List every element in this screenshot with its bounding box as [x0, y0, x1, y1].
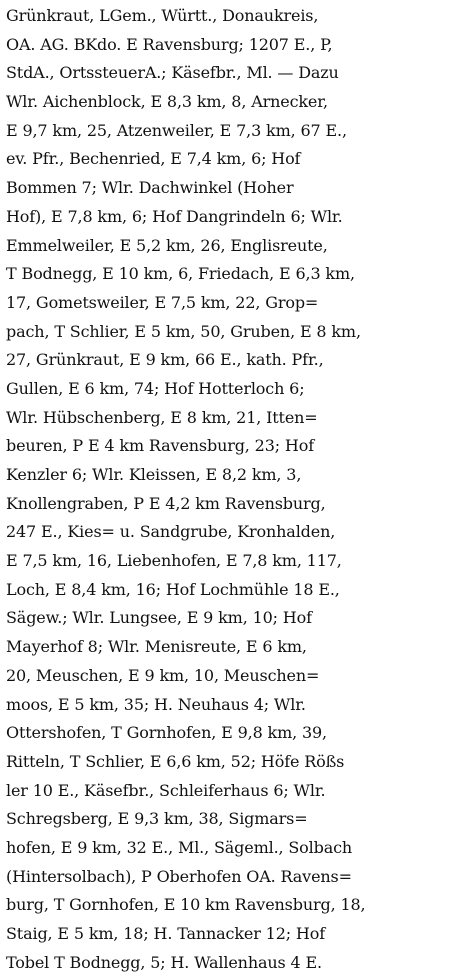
- text-line: Loch, E 8,4 km, 16; Hof Lochmühle 18 E.,: [6, 579, 340, 599]
- text-line: Kenzler 6; Wlr. Kleissen, E 8,2 km, 3,: [6, 465, 302, 484]
- text-line: Ottershofen, T Gornhofen, E 9,8 km, 39,: [6, 723, 327, 743]
- text-line: Knollengraben, P E 4,2 km Ravensburg,: [6, 493, 326, 513]
- text-line: OA. AG. BKdo. E Ravensburg; 1207 E., P,: [6, 34, 333, 54]
- text-line: 17, Gometsweiler, E 7,5 km, 22, Grop=: [6, 292, 319, 312]
- text-line: Ritteln, T Schlier, E 6,6 km, 52; Höfe Rößs: [6, 751, 345, 771]
- text-line: 20, Meuschen, E 9 km, 10, Meuschen=: [6, 665, 320, 685]
- text-line: hofen, E 9 km, 32 E., Ml., Sägeml., Solbach: [6, 837, 353, 857]
- text-line: StdA., OrtssteuerA.; Käsefbr., Ml. — Dazu: [6, 63, 339, 83]
- text-line: Tobel T Bodnegg, 5; H. Wallenhaus 4 E.: [6, 952, 322, 972]
- text-line: beuren, P E 4 km Ravensburg, 23; Hof: [6, 436, 314, 456]
- text-line: Schregsberg, E 9,3 km, 38, Sigmars=: [6, 809, 308, 829]
- text-line: burg, T Gornhofen, E 10 km Ravensburg, 18,: [6, 895, 366, 915]
- text-line: Hof), E 7,8 km, 6; Hof Dangrindeln 6; Wlr.: [6, 206, 343, 226]
- text-line: Staig, E 5 km, 18; H. Tannacker 12; Hof: [6, 924, 325, 943]
- text-line: ler 10 E., Käsefbr., Schleiferhaus 6; Wlr.: [6, 780, 326, 800]
- text-line: Wlr. Aichenblock, E 8,3 km, 8, Arnecker,: [6, 92, 328, 112]
- text-line: ev. Pfr., Bechenried, E 7,4 km, 6; Hof: [6, 149, 301, 169]
- text-line: pach, T Schlier, E 5 km, 50, Gruben, E 8 km,: [6, 321, 361, 341]
- text-line: (Hintersolbach), P Oberhofen OA. Ravens=: [6, 866, 352, 886]
- gazetteer-entry: [6, 2, 454, 977]
- text-line: Gullen, E 6 km, 74; Hof Hotterloch 6;: [6, 378, 305, 398]
- text-line: Mayerhof 8; Wlr. Menisreute, E 6 km,: [6, 637, 307, 657]
- text-line: T Bodnegg, E 10 km, 6, Friedach, E 6,3 km,: [6, 264, 355, 284]
- text-line: Wlr. Hübschenberg, E 8 km, 21, Itten=: [6, 407, 318, 427]
- text-line: moos, E 5 km, 35; H. Neuhaus 4; Wlr.: [6, 694, 306, 714]
- text-line: 27, Grünkraut, E 9 km, 66 E., kath. Pfr.,: [6, 350, 324, 370]
- text-line: 247 E., Kies= u. Sandgrube, Kronhalden,: [6, 522, 336, 542]
- text-line: E 9,7 km, 25, Atzenweiler, E 7,3 km, 67 E.,: [6, 120, 347, 140]
- text-line: Emmelweiler, E 5,2 km, 26, Englisreute,: [6, 235, 328, 255]
- text-line: E 7,5 km, 16, Liebenhofen, E 7,8 km, 117,: [6, 551, 342, 571]
- text-line: Sägew.; Wlr. Lungsee, E 9 km, 10; Hof: [6, 608, 312, 628]
- text-line: Bommen 7; Wlr. Dachwinkel (Hoher: [6, 178, 294, 198]
- text-line: Grünkraut, LGem., Württ., Donaukreis,: [6, 6, 319, 25]
